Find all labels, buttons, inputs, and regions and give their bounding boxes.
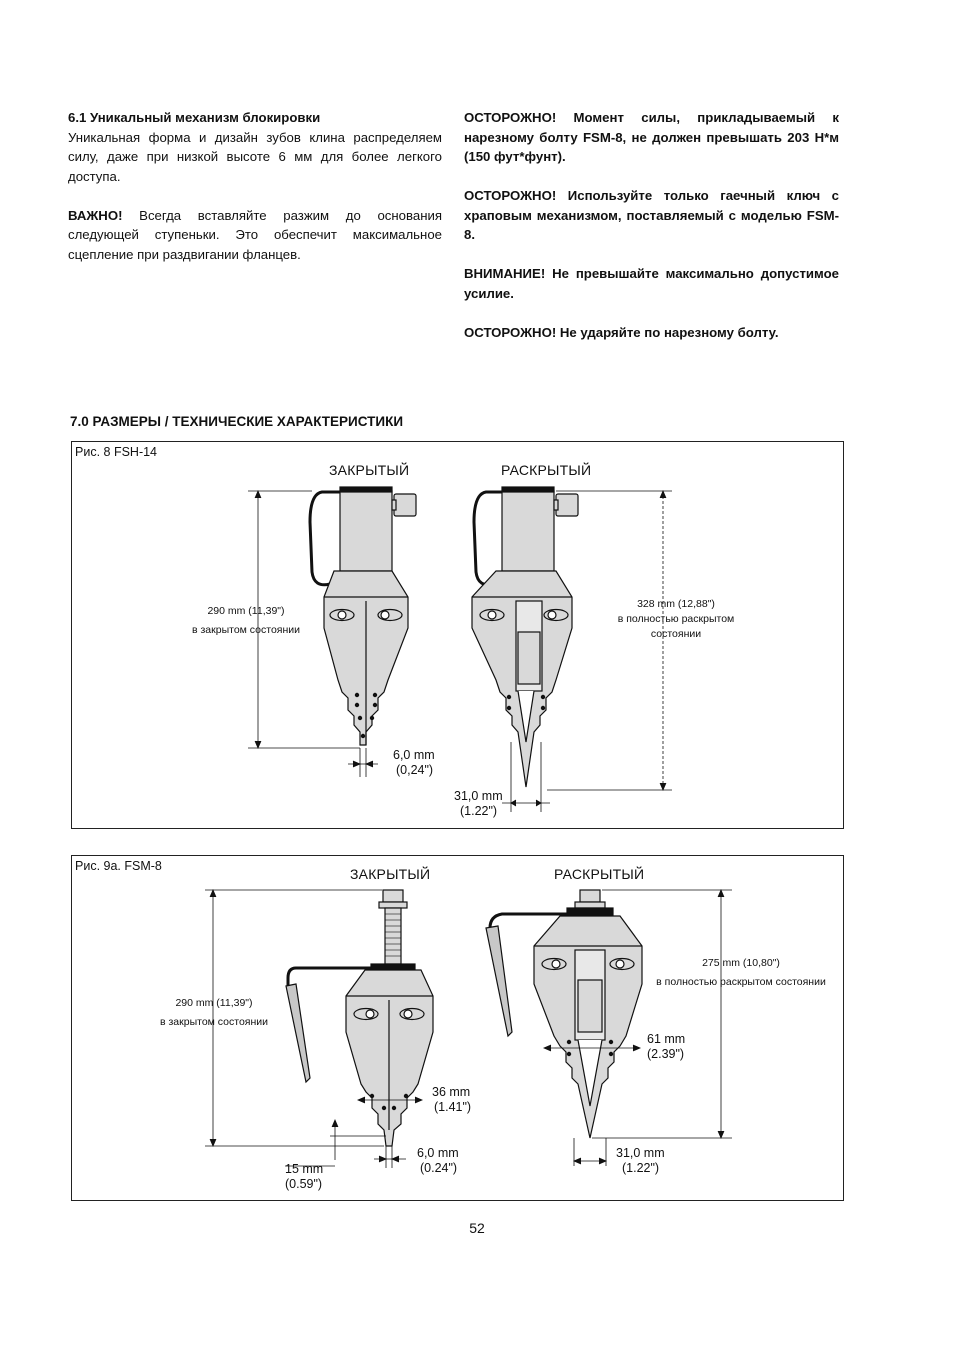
depth-label (285, 1162, 323, 1192)
important-text: Всегда вставляйте разжим до основания следующей ступеньки. Это обеспечит максимальное сцепление при раздвигании фланцев. (68, 207, 442, 262)
closed-label: ЗАКРЫТЫЙ (350, 866, 431, 882)
paragraph: Уникальная форма и дизайн зубов клина распределяем силу, даже при низкой высоте 6 мм для более легкого доступа. (68, 129, 442, 184)
warning-4: ОСТОРОЖНО! Не ударяйте по нарезному болту. (464, 324, 779, 340)
figure-fsm8 (71, 855, 844, 1201)
spread-label (616, 1146, 665, 1176)
closed-height-note: в закрытом состоянии (192, 624, 300, 636)
width-label (647, 1032, 685, 1062)
closed-height-label (176, 604, 316, 638)
section-7-title: 7.0 РАЗМЕРЫ / ТЕХНИЧЕСКИЕ ХАРАКТЕРИСТИКИ (70, 414, 404, 429)
right-column (464, 108, 839, 362)
tip-width-in: (0.24") (420, 1161, 458, 1175)
closed-height-note: в закрытом состоянии (160, 1016, 268, 1028)
fsh14-open-tool (472, 487, 578, 787)
important-label: ВАЖНО! (68, 207, 123, 223)
open-height-note-1: в полностью раскрытом (617, 613, 735, 625)
important-paragraph (68, 206, 442, 265)
spread-in: (1.22") (622, 1161, 660, 1175)
fsm8-open-tool (486, 890, 642, 1138)
closed-label: ЗАКРЫТЫЙ (329, 462, 410, 478)
left-column (68, 108, 442, 284)
spread-in: (1.22") (460, 804, 498, 818)
step-label (432, 1085, 471, 1115)
depth-mm: 15 mm (285, 1162, 324, 1176)
open-height-label (646, 956, 836, 990)
fsm8-closed-tool (286, 890, 433, 1146)
fsh14-closed-tool (310, 487, 416, 745)
spread-label (454, 789, 503, 819)
figure-fsh14 (71, 441, 844, 829)
spread-mm: 31,0 mm (454, 789, 503, 803)
width-mm: 61 mm (647, 1032, 686, 1046)
closed-height-value: 290 mm (11,39") (175, 997, 253, 1009)
open-height-value: 328 mm (12,88") (637, 598, 715, 610)
tip-width-label (393, 748, 435, 778)
step-mm: 36 mm (432, 1085, 471, 1099)
open-height-note-2: состоянии (650, 628, 702, 640)
tip-width-in: (0,24") (396, 763, 434, 777)
open-height-value: 275 mm (10,80") (702, 957, 780, 969)
open-label: РАСКРЫТЫЙ (501, 462, 592, 478)
closed-height-label (144, 996, 284, 1030)
depth-in: (0.59") (285, 1177, 323, 1191)
open-height-label (608, 597, 744, 642)
spread-mm: 31,0 mm (616, 1146, 665, 1160)
tip-width-mm: 6,0 mm (417, 1146, 459, 1160)
warning-3: ВНИМАНИЕ! Не превышайте максимально допустимое усилие. (464, 266, 839, 301)
width-in: (2.39") (647, 1047, 685, 1061)
step-in: (1.41") (434, 1100, 472, 1114)
tip-width-mm: 6,0 mm (393, 748, 435, 762)
figure-caption: Рис. 8 FSH-14 (75, 445, 158, 459)
closed-height-value: 290 mm (11,39") (207, 605, 285, 617)
tip-width-label (417, 1146, 459, 1176)
warning-2: ОСТОРОЖНО! Используйте только гаечный ключ с храповым механизмом, поставляемый с моделью FSM-8. (464, 188, 839, 242)
page-number: 52 (469, 1220, 485, 1236)
figure-caption: Рис. 9a. FSM-8 (75, 859, 162, 873)
open-label: РАСКРЫТЫЙ (554, 866, 645, 882)
warning-1: ОСТОРОЖНО! Момент силы, прикладываемый к нарезному болту FSM-8, не должен превышать 203 Н*м (150 фут*фунт). (464, 110, 839, 164)
section-6-1-heading: 6.1 Уникальный механизм блокировки (68, 110, 321, 125)
open-height-note: в полностью раскрытом состоянии (656, 976, 826, 988)
